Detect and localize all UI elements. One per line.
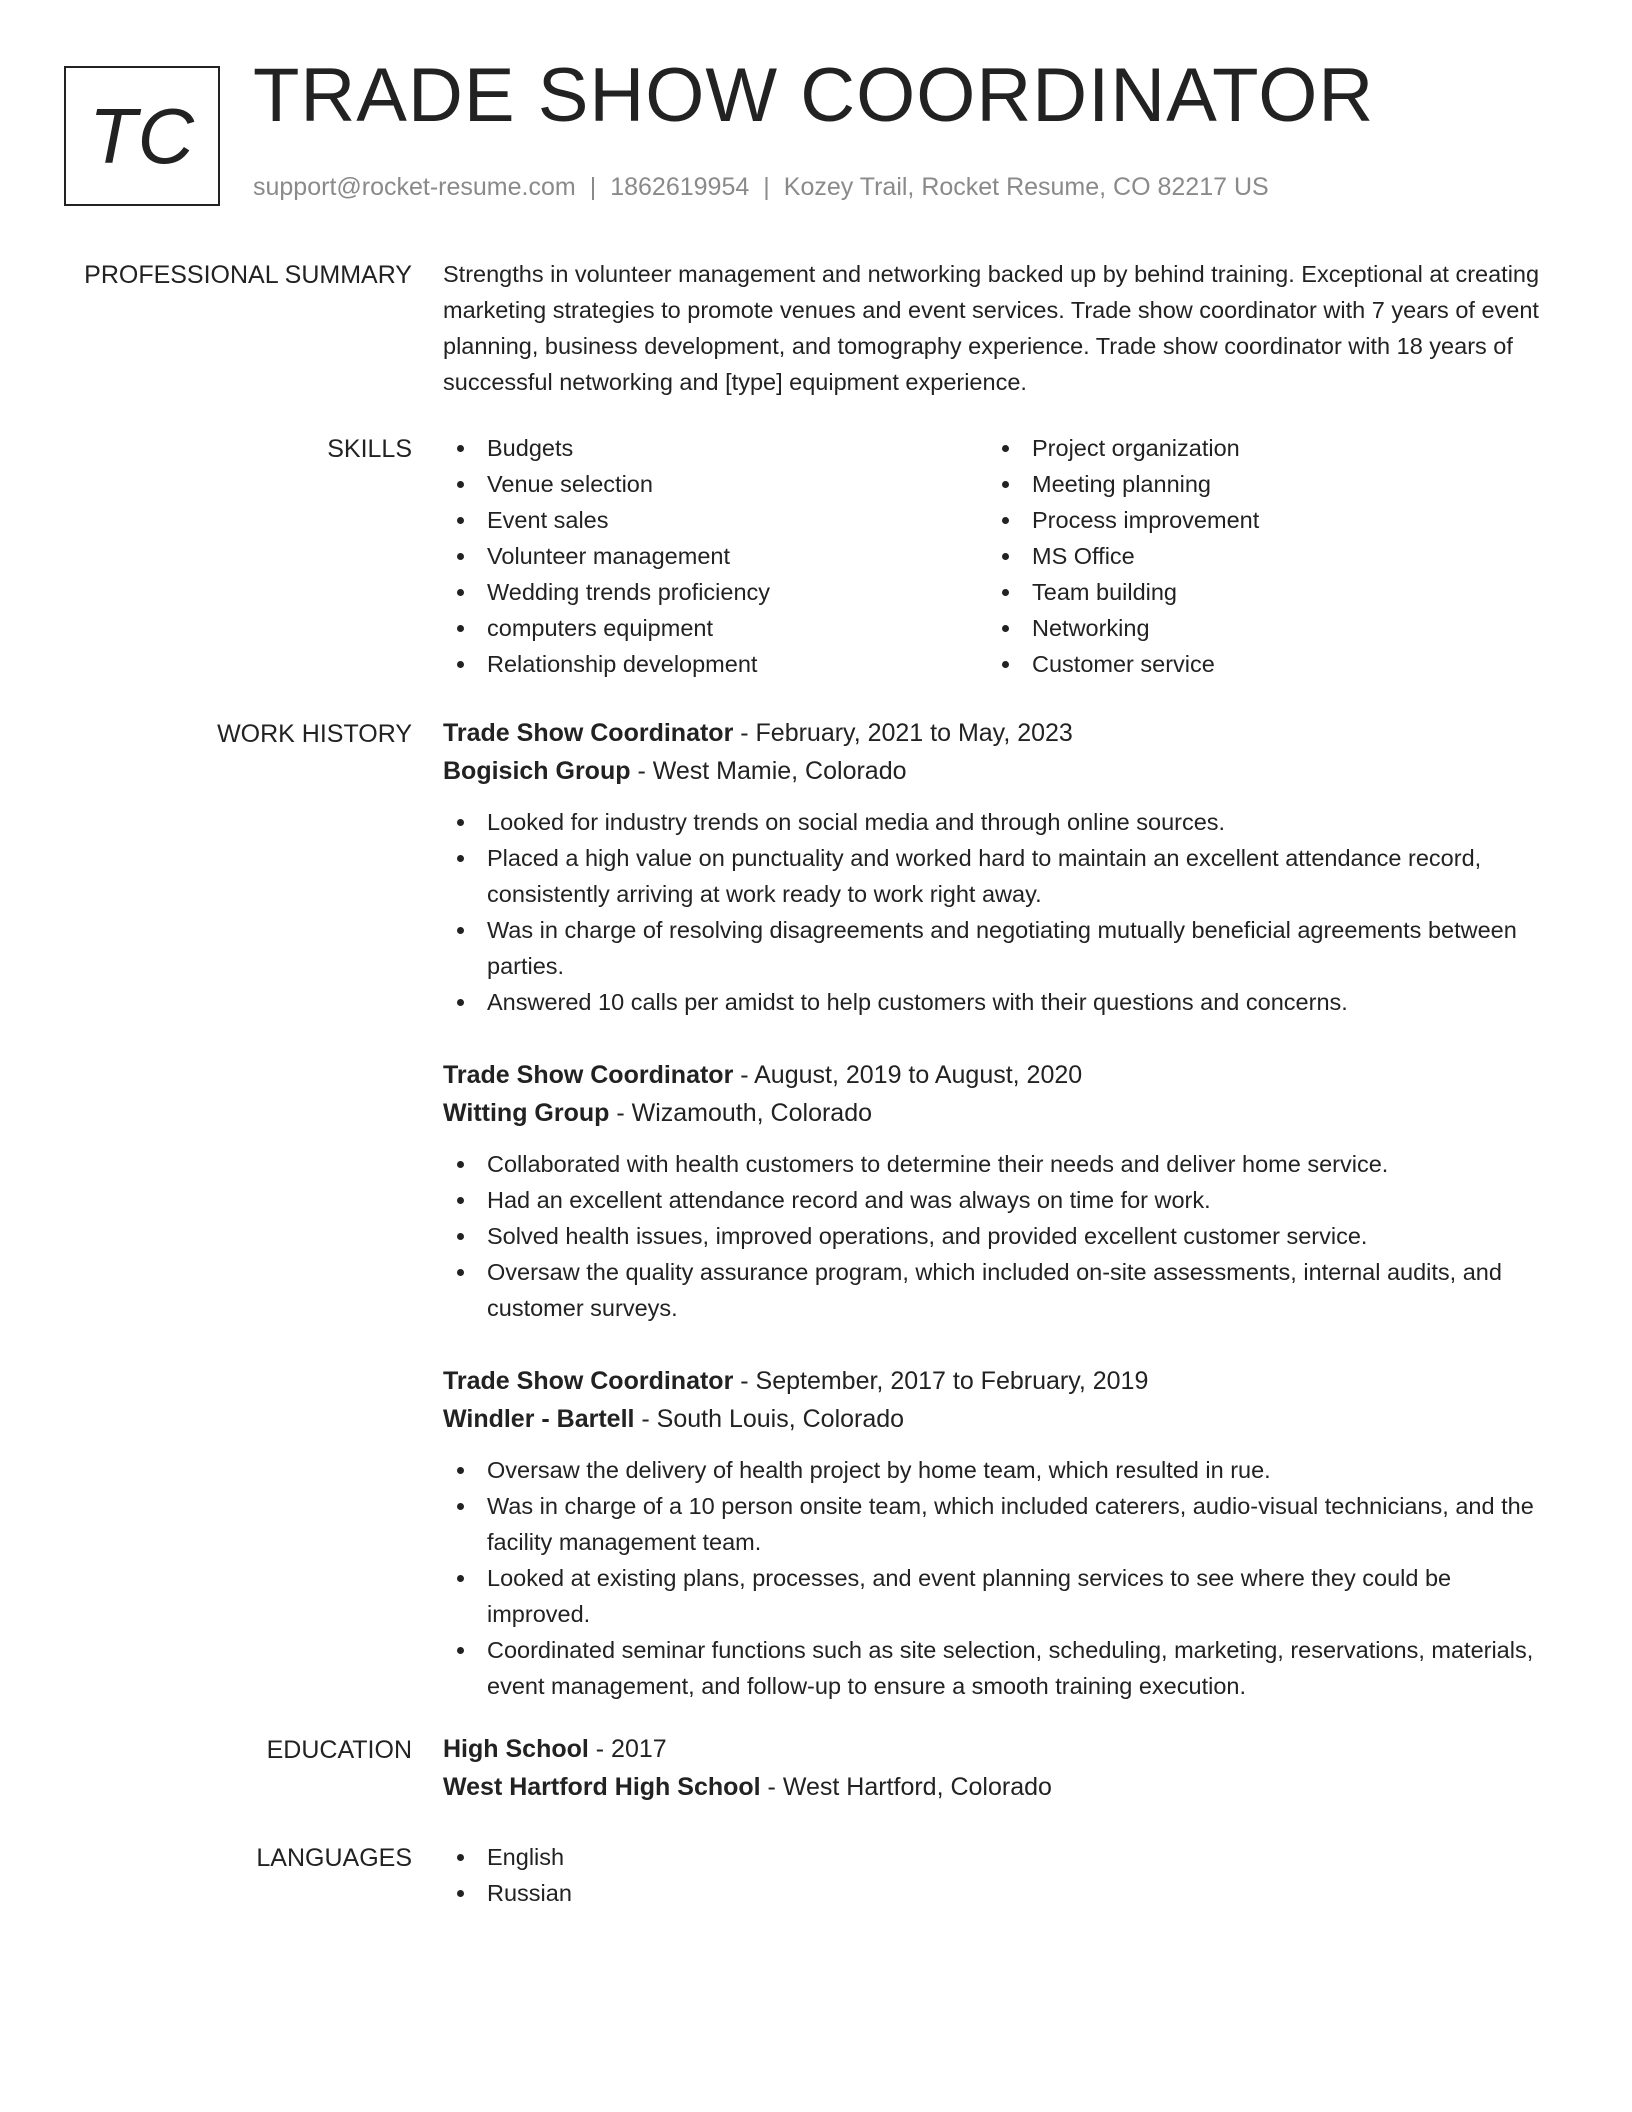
summary-text: Strengths in volunteer management and networking backed up by behind training. Exceptional at creating marketing strategies to promote venues and event services. Trade show coordinator with 7 years of event planning, business development, and tomography experience. Trade show coordinator with 18 years of successful networking and [type] equipment experience. (443, 261, 1540, 395)
job-company-line (443, 1400, 1558, 1438)
education-school: West Hartford High School (443, 1773, 761, 1801)
section-label-languages: LANGUAGES (256, 1844, 412, 1872)
contact-line (253, 175, 1269, 200)
job-heading (443, 1362, 1558, 1400)
job-bullet: Was in charge of resolving disagreements and negotiating mutually beneficial agreements between parties. (443, 912, 1558, 984)
section-label-summary: PROFESSIONAL SUMMARY (84, 261, 412, 289)
job-company-line (443, 1094, 1558, 1132)
languages-list (443, 1839, 1558, 1911)
education-year: - 2017 (588, 1735, 667, 1763)
skill-item: Team building (988, 574, 1533, 610)
job-dates: - February, 2021 to May, 2023 (733, 719, 1073, 747)
job-bullet: Collaborated with health customers to determine their needs and deliver home service. (443, 1146, 1558, 1182)
skill-item: Volunteer management (443, 538, 988, 574)
skill-item: Relationship development (443, 646, 988, 682)
skill-item: Budgets (443, 430, 988, 466)
job-company: Windler - Bartell (443, 1405, 635, 1433)
skill-item: Project organization (988, 430, 1533, 466)
job-company: Witting Group (443, 1099, 610, 1127)
job-bullet: Looked at existing plans, processes, and event planning services to see where they could be improved. (443, 1560, 1558, 1632)
job-company: Bogisich Group (443, 757, 631, 785)
skill-item: computers equipment (443, 610, 988, 646)
education-location: - West Hartford, Colorado (760, 1773, 1052, 1801)
job-bullet: Answered 10 calls per amidst to help customers with their questions and concerns. (443, 984, 1558, 1020)
skill-item: Venue selection (443, 466, 988, 502)
skill-item: Networking (988, 610, 1533, 646)
skill-item: Wedding trends proficiency (443, 574, 988, 610)
job-entry (443, 714, 1558, 1020)
skill-item: Meeting planning (988, 466, 1533, 502)
job-location: - South Louis, Colorado (634, 1405, 905, 1433)
job-title: Trade Show Coordinator (443, 1061, 734, 1089)
job-bullet: Oversaw the delivery of health project by home team, which resulted in rue. (443, 1452, 1558, 1488)
contact-separator: | (763, 173, 770, 201)
job-bullet: Had an excellent attendance record and was always on time for work. (443, 1182, 1558, 1218)
job-bullets (443, 1146, 1558, 1326)
job-location: - Wizamouth, Colorado (609, 1099, 873, 1127)
skill-item: MS Office (988, 538, 1533, 574)
section-label-skills: SKILLS (327, 435, 412, 463)
contact-separator: | (589, 173, 597, 201)
skill-item: Process improvement (988, 502, 1533, 538)
job-entry (443, 1056, 1558, 1326)
job-bullet: Coordinated seminar functions such as site selection, scheduling, marketing, reservations, materials, event management, and follow-up to ensure a smooth training execution. (443, 1632, 1558, 1704)
job-bullet: Placed a high value on punctuality and worked hard to maintain an excellent attendance record, consistently arriving at work ready to work right away. (443, 840, 1558, 912)
education-section (443, 1730, 1558, 1820)
education-heading (443, 1730, 1558, 1768)
contact-email: support@rocket-resume.com (253, 173, 576, 201)
job-bullet: Oversaw the quality assurance program, which included on-site assessments, internal audits, and customer surveys. (443, 1254, 1558, 1326)
education-degree: High School (443, 1735, 589, 1763)
job-entry (443, 1362, 1558, 1704)
education-school-line (443, 1768, 1558, 1806)
job-heading (443, 1056, 1558, 1094)
resume-title: TRADE SHOW COORDINATOR (253, 53, 1375, 138)
work-history-section (443, 714, 1558, 1740)
language-item: English (443, 1839, 1558, 1875)
monogram-initials: TC (89, 91, 195, 180)
job-bullet: Solved health issues, improved operations, and provided excellent customer service. (443, 1218, 1558, 1254)
contact-address: Kozey Trail, Rocket Resume, CO 82217 US (783, 173, 1269, 201)
job-dates: - August, 2019 to August, 2020 (733, 1061, 1083, 1089)
monogram-box (64, 66, 220, 206)
job-bullet: Was in charge of a 10 person onsite team, which included caterers, audio-visual technicians, and the facility management team. (443, 1488, 1558, 1560)
job-heading (443, 714, 1558, 752)
job-location: - West Mamie, Colorado (630, 757, 907, 785)
section-label-education: EDUCATION (266, 1736, 412, 1764)
contact-phone: 1862619954 (610, 173, 750, 201)
job-title: Trade Show Coordinator (443, 1367, 734, 1395)
section-label-work: WORK HISTORY (217, 720, 412, 748)
skills-grid (443, 430, 1558, 682)
skills-list-right (988, 430, 1533, 682)
skills-list-left (443, 430, 988, 682)
language-item: Russian (443, 1875, 1558, 1911)
languages-section (443, 1839, 1558, 1911)
skill-item: Customer service (988, 646, 1533, 682)
job-company-line (443, 752, 1558, 790)
skills-section (443, 430, 1558, 682)
job-bullets (443, 804, 1558, 1020)
summary-section (443, 256, 1558, 400)
job-bullet: Looked for industry trends on social media and through online sources. (443, 804, 1558, 840)
skill-item: Event sales (443, 502, 988, 538)
job-title: Trade Show Coordinator (443, 719, 734, 747)
job-dates: - September, 2017 to February, 2019 (733, 1367, 1149, 1395)
job-bullets (443, 1452, 1558, 1704)
